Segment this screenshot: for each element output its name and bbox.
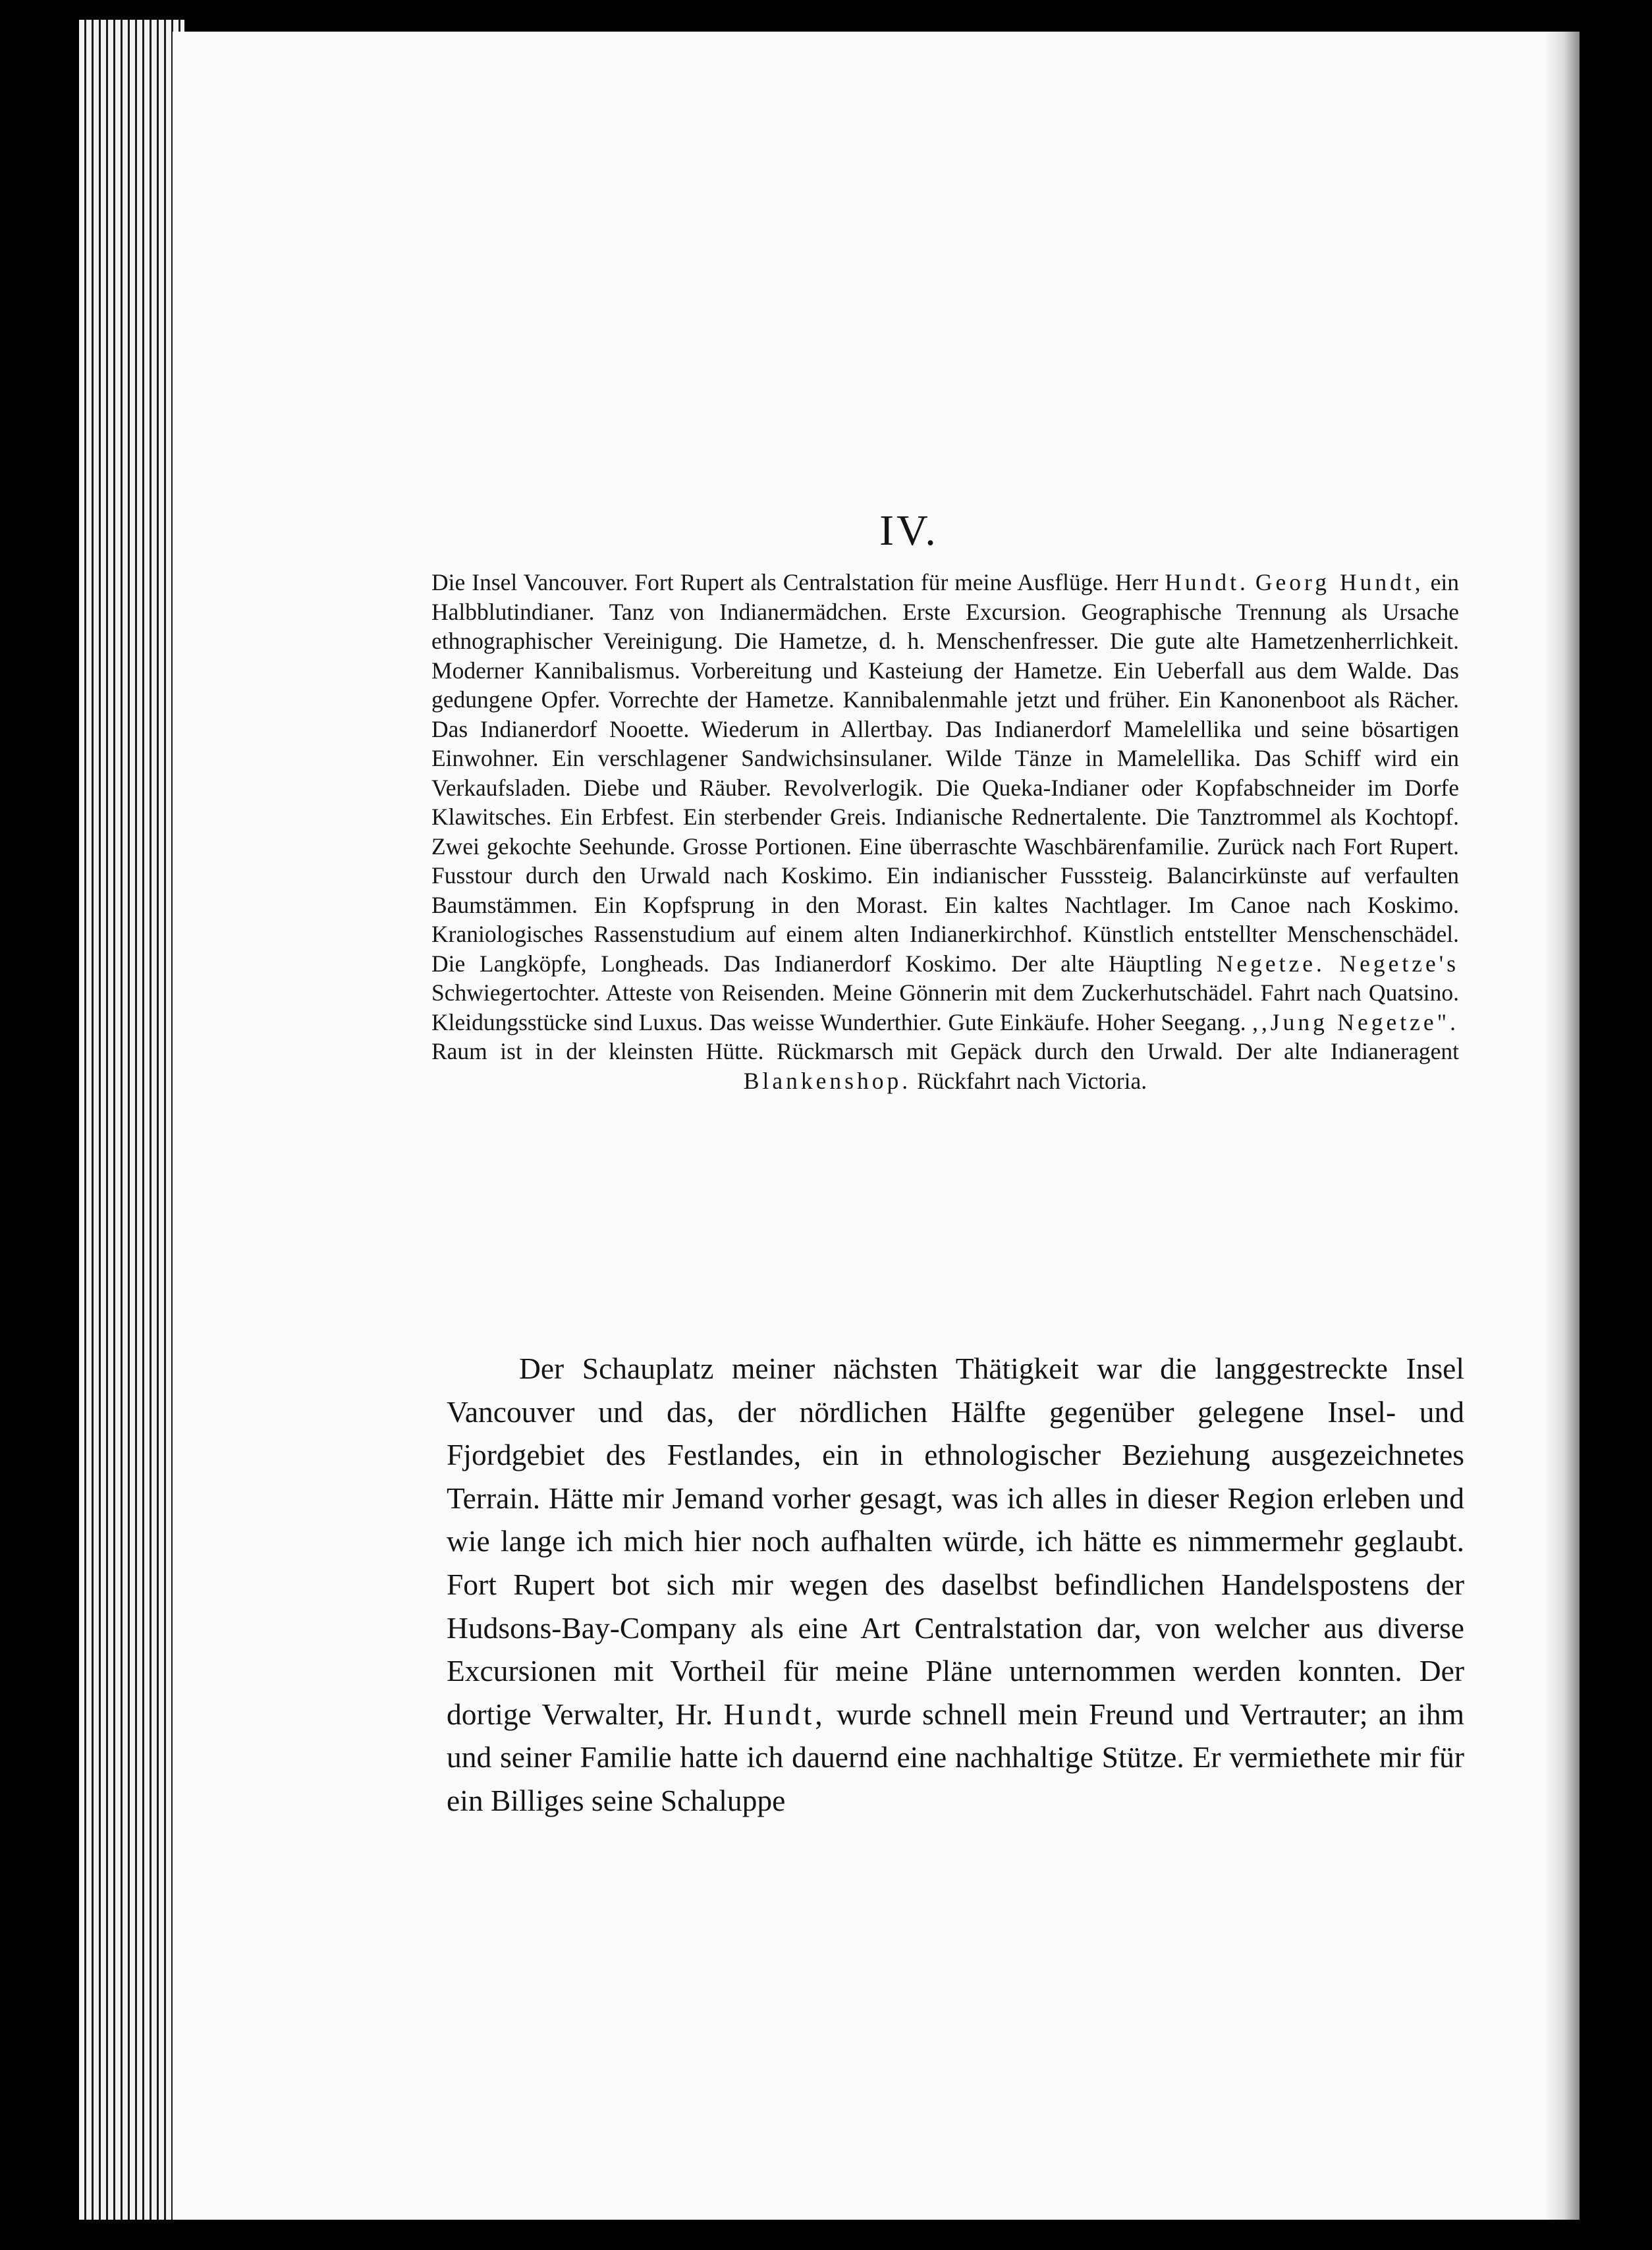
summary-text: Raum ist in der kleinsten Hütte. Rückmarsch mit Gepäck durch den Urwald. Der alte Indianeragent xyxy=(431,1038,1459,1064)
summary-text: ein Halbblutindianer. Tanz von Indianermädchen. Erste Excursion. Geographische Trennung als Ursache ethnographischer Vereinigung. Die Hametze, d. h. Menschenfresser. Die gute alte Hametzenherrlichkeit. Moderner Kannibalismus. Vorbereitung und Kasteiung der Hametze. Ein Ueberfall aus dem Walde. Das gedungene Opfer. Vorrechte der Hametze. Kannibalenmahle jetzt und früher. Ein Kanonenboot als Rächer. Das Indianerdorf Nooette. Wiederum in Allertbay. Das Indianerdorf Mamelellika und seine bösartigen Einwohner. Ein verschlagener Sandwichsinsulaner. Wilde Tänze in Mamelellika. Das Schiff wird ein Verkaufsladen. Diebe und Räuber. Revolverlogik. Die Queka-Indianer oder Kopfabschneider im Dorfe Klawitsches. Ein Erbfest. Ein sterbender Greis. Indianische Rednertalente. Die Tanztrommel als Kochtopf. Zwei gekochte Seehunde. Grosse Portionen. Eine überraschte Waschbärenfamilie. Zurück nach Fort Rupert. Fusstour durch den Urwald nach Koskimo. Ein indianischer Fusssteig. Balancirkünste auf verfaulten Baumstämmen. Ein Kopfsprung in den Morast. Ein kaltes Nachtlager. Im Canoe nach Koskimo. Kraniologisches Rassenstudium auf einem alten Indianerkirchhof. Künstlich entstellter Menschenschädel. Die Langköpfe, Longheads. Das Indianerdorf Koskimo. Der alte Häuptling xyxy=(431,569,1460,977)
book-page-edges xyxy=(79,20,184,2220)
body-name-hundt: Hundt, xyxy=(723,1697,826,1731)
summary-name-hundt: Hundt. xyxy=(1165,569,1249,595)
summary-text: Schwiegertochter. Atteste von Reisenden. Meine Gönnerin mit dem Zuckerhutschädel. Fahrt nach Quatsino. Kleidungsstücke sind Luxus. Das weisse Wunderthier. Gute Einkäufe. Hoher Seegang. xyxy=(431,979,1459,1035)
chapter-summary xyxy=(431,568,1459,1095)
summary-text: Die Insel Vancouver. Fort Rupert als Centralstation für meine Ausflüge. Herr xyxy=(431,569,1159,595)
body-text: wurde schnell mein Freund und Vertrauter; an ihm und seiner Familie hatte ich dauernd eine nachhaltige Stütze. Er vermiethete mir für ein Billiges seine Schaluppe xyxy=(447,1697,1465,1817)
page-gutter-shadow xyxy=(1545,32,1580,2220)
summary-name-georg-hundt: Georg Hundt, xyxy=(1255,569,1424,595)
summary-name-jung-negetze: ,,Jung Negetze". xyxy=(1252,1008,1459,1035)
summary-name-negetzes: Negetze's xyxy=(1339,950,1460,977)
body-text: Der Schauplatz meiner nächsten Thätigkeit war die langgestreckte Insel Vancouver und das, der nördlichen Hälfte gegenüber gelegene Insel- und Fjordgebiet des Festlandes, ein in ethnologischer Beziehung ausgezeichnetes Terrain. Hätte mir Jemand vorher gesagt, was ich alles in dieser Region erleben und wie lange ich mich hier noch aufhalten würde, ich hätte es nimmermehr geglaubt. Fort Rupert bot sich mir wegen des daselbst befindlichen Handelspostens der Hudsons-Bay-Company als eine Art Centralstation dar, von welcher aus diverse Excursionen mit Vortheil für meine Pläne unternommen werden konnten. Der dortige Verwalter, Hr. xyxy=(447,1352,1464,1731)
chapter-number: IV. xyxy=(879,507,939,555)
summary-name-negetze: Negetze. xyxy=(1216,950,1325,977)
body-paragraph xyxy=(447,1347,1464,1823)
scan-background xyxy=(1580,0,1652,2250)
summary-name-blankenshop: Blankenshop. xyxy=(743,1067,912,1094)
summary-text: Rückfahrt nach Victoria. xyxy=(917,1067,1147,1094)
book-page xyxy=(173,32,1580,2220)
